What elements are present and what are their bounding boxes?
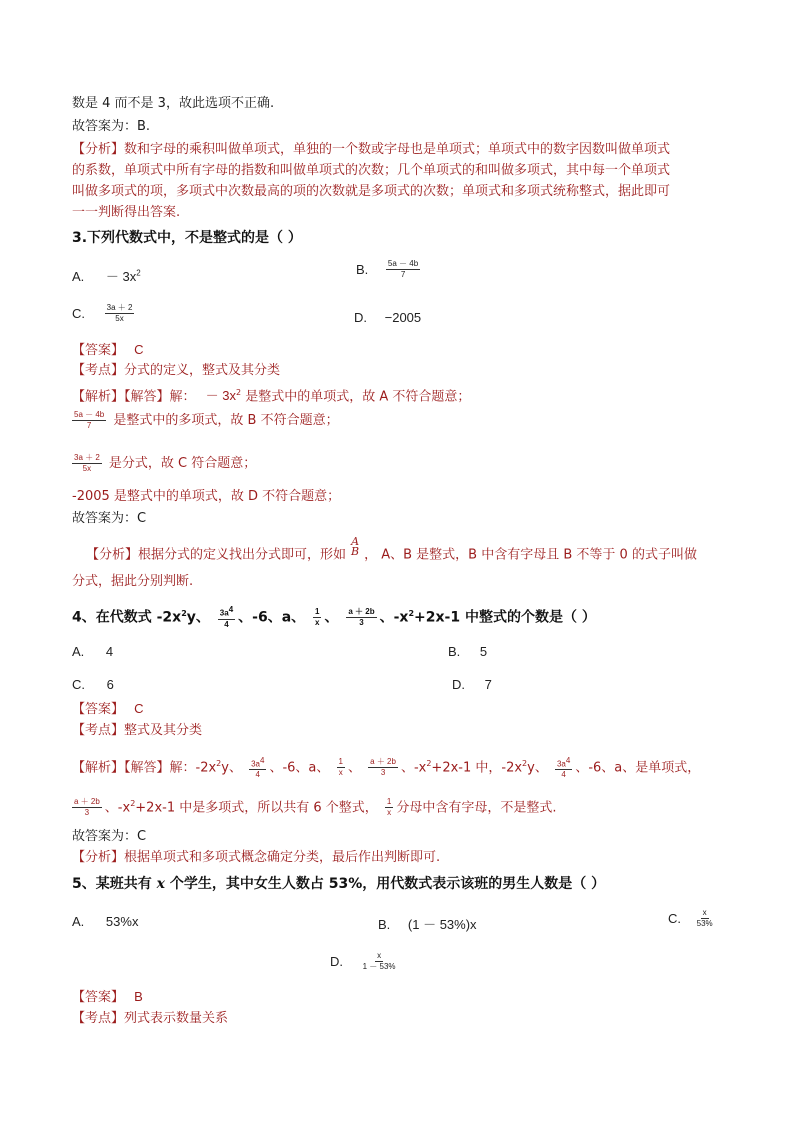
q5-option-b-value: (1 － 53%)x xyxy=(407,917,477,932)
question-4-title: 4、在代数式 $-2x^2y$、 $\frac{3a^4}{4}$ 、-6、a、 $\frac{1}{x}$ 、 $\frac{a + 2b}{3}$ 、$-x^2+2x-1$ 中整式的个数是（ ） xyxy=(72,605,596,629)
q4-jiexi-line-2-fraction-2-denominator: x xyxy=(387,808,392,818)
q3-option-a xyxy=(72,266,141,285)
prev-analysis-line-4: 一一判断得出答案. xyxy=(72,205,181,220)
q4-title-fraction-1-denominator: 4 xyxy=(224,619,229,629)
q3-fenxi-text: ， A、B 是整式，B 中含有字母且 B 不等于 0 的式子叫做 xyxy=(364,547,697,563)
q3-fenxi-numerator: A xyxy=(351,535,360,548)
q4-answer-value: C xyxy=(134,701,144,716)
q4-jiexi-fraction-3-numerator: a ＋ 2b xyxy=(370,757,396,767)
q3-option-b-numerator: 5a － 4b xyxy=(387,259,419,268)
q4-option-a-value: 4 xyxy=(105,644,114,659)
q4-option-d-label: D. xyxy=(452,677,465,692)
q3-fenxi-prefix: 【分析】根据分式的定义找出分式即可，形如 xyxy=(86,547,347,563)
q4-jiexi-part-6: 、-6、a、是单项式， xyxy=(575,760,701,776)
q3-option-c-fraction xyxy=(105,303,135,324)
q4-option-b xyxy=(448,644,487,659)
q4-title-fraction-2-denominator: x xyxy=(315,618,320,628)
q3-jiexi-c-fraction xyxy=(72,453,102,474)
q3-jiexi-c-text: 是分式，故 C 符合题意； xyxy=(104,456,257,471)
q5-option-c-numerator: x xyxy=(702,908,707,917)
q4-jiexi-part-2: 、-6、a、 xyxy=(269,760,330,776)
q3-final: 故答案为：C xyxy=(72,511,147,526)
q4-jiexi-line-2-fraction-1-numerator: a ＋ 2b xyxy=(74,797,100,807)
q3-option-b xyxy=(356,259,423,280)
q4-title-fraction-3-numerator: a ＋ 2b xyxy=(348,607,375,617)
q3-jiexi-b-fraction xyxy=(72,410,106,431)
q3-jiexi-b xyxy=(72,410,339,431)
q4-jiexi-fraction-2 xyxy=(337,757,345,778)
prev-analysis-line-3: 叫做多项式的项，多项式中次数最高的项的次数就是多项式的次数；单项式和多项式统称整式，据此即可 xyxy=(72,184,671,199)
q3-option-c-numerator: 3a ＋ 2 xyxy=(106,303,133,312)
q3-option-d xyxy=(354,310,421,325)
q4-jiexi-fraction-4-exp: 4 xyxy=(565,755,571,765)
q4-title-fraction-1-numerator: 3a xyxy=(219,608,229,618)
q3-fenxi xyxy=(86,535,697,565)
q4-jiexi-line-2-fraction-1 xyxy=(72,797,102,818)
q4-answer xyxy=(72,700,144,719)
q5-option-b xyxy=(378,914,477,933)
q4-jiexi-line-2-part-c: 分母中含有字母，不是整式. xyxy=(396,800,557,816)
q4-answer-tag: 【答案】 xyxy=(72,702,125,717)
q4-title-post-exp: 2 xyxy=(408,609,415,618)
q4-jiexi-exp-3: 2 xyxy=(522,759,528,768)
q5-option-a-value: 53%x xyxy=(105,914,139,929)
q3-jiexi-prefix: 【解析】【解答】解： xyxy=(72,389,196,405)
q3-jiexi-b-denominator: 7 xyxy=(86,421,92,430)
q4-jiexi-fraction-1 xyxy=(249,756,266,781)
q4-jiexi-fraction-1-exp: 4 xyxy=(260,755,265,765)
q3-option-c-label: C. xyxy=(72,306,85,321)
q3-option-b-label: B. xyxy=(356,262,369,277)
q3-jiexi-a-value: － 3x xyxy=(205,388,236,404)
q5-option-c-label: C. xyxy=(668,911,681,926)
q4-jiexi-line-2-fraction-2 xyxy=(385,797,393,818)
q3-jiexi-c xyxy=(72,453,256,474)
q4-jiexi-part-5: y、 xyxy=(527,760,548,776)
q3-fenxi-line-2: 分式，据此分别判断. xyxy=(72,574,194,589)
question-5-title xyxy=(72,875,605,893)
q3-option-d-label: D. xyxy=(354,310,367,325)
prev-analysis-line-2: 的系数，单项式中所有字母的指数和叫做单项式的次数；几个单项式的和叫做多项式，其中每一个单项式 xyxy=(72,163,671,178)
q3-jiexi-d: -2005 是整式中的单项式，故 D 不符合题意； xyxy=(72,489,341,504)
q4-jiexi-fraction-1-denominator: 4 xyxy=(255,770,260,780)
q4-jiexi-fraction-4 xyxy=(555,756,572,781)
q3-kaodian: 【考点】分式的定义，整式及其分类 xyxy=(72,363,281,378)
q4-title-fraction-1-exp: 4 xyxy=(228,605,234,615)
q4-jiexi-fraction-3-denominator: 3 xyxy=(380,768,386,778)
q4-jiexi-exp-2: 2 xyxy=(426,759,432,768)
q4-title-fraction-2-numerator: 1 xyxy=(315,607,320,617)
q3-option-c xyxy=(72,303,137,324)
q3-answer xyxy=(72,341,144,360)
q4-kaodian: 【考点】整式及其分类 xyxy=(72,723,203,738)
q3-option-a-exp: 2 xyxy=(136,268,141,278)
q4-jiexi: 【解析】【解答】解：$-2x^2y$、 $\frac{3a^4}{4}$ 、-6、a、 $\frac{1}{x}$ 、 $\frac{a + 2b}{3}$ 、$-x^2+2x-1$ 中，$-2x^2y$、 $\frac{3a^4}{4}$ 、-6、a、是单项式， xyxy=(72,755,701,780)
q5-option-d-label: D. xyxy=(330,954,343,969)
q4-title-prefix: 4、在代数式 -2x xyxy=(72,609,182,626)
q4-title-part-1: y、 xyxy=(186,609,210,626)
q4-jiexi-line-2-exp: 2 xyxy=(130,799,136,808)
q3-option-b-fraction xyxy=(386,259,420,280)
q5-option-d xyxy=(330,951,401,972)
q4-jiexi-line-2-part-a: 、-x xyxy=(104,800,131,816)
q3-jiexi-a-exp: 2 xyxy=(236,388,242,397)
q5-title-prefix: 5、某班共有 xyxy=(72,876,157,892)
q5-option-a-label: A. xyxy=(72,914,85,929)
q5-option-c xyxy=(668,908,718,929)
q3-fenxi-denominator: B xyxy=(351,545,360,558)
q4-title-exp-1: 2 xyxy=(181,609,187,618)
q5-kaodian: 【考点】列式表示数量关系 xyxy=(72,1011,229,1026)
q4-jiexi-line-2-fraction-2-numerator: 1 xyxy=(386,797,392,807)
q4-title-post-2: +2x-1 中整式的个数是（ ） xyxy=(414,609,596,626)
q3-jiexi-b-text: 是整式中的多项式，故 B 不符合题意； xyxy=(109,413,339,428)
q3-option-d-value: −2005 xyxy=(384,310,422,325)
q4-jiexi-line-2 xyxy=(72,795,557,818)
q3-jiexi-a-text: 是整式中的单项式，故 A 不符合题意； xyxy=(241,389,471,405)
prev-line: 数是 4 而不是 3，故此选项不正确. xyxy=(72,96,275,111)
q5-answer-tag: 【答案】 xyxy=(72,990,125,1005)
q3-jiexi-b-numerator: 5a － 4b xyxy=(74,410,105,419)
q5-option-a xyxy=(72,914,138,929)
q4-jiexi-line-2-part-b: +2x-1 中是多项式，所以共有 6 个整式， xyxy=(135,800,378,816)
q3-option-a-label: A. xyxy=(72,269,85,284)
prev-answer: 故答案为：B. xyxy=(72,119,151,134)
q4-jiexi-fraction-4-denominator: 4 xyxy=(561,770,566,780)
q5-option-c-denominator: 53% xyxy=(696,919,713,928)
q5-option-d-denominator: 1 － 53% xyxy=(362,962,396,971)
q5-answer xyxy=(72,988,143,1007)
q4-option-d-value: 7 xyxy=(484,677,492,692)
q5-answer-value: B xyxy=(134,989,143,1004)
q4-fenxi: 【分析】根据单项式和多项式概念确定分类，最后作出判断即可. xyxy=(72,850,441,865)
q4-title-fraction-3-denominator: 3 xyxy=(359,618,364,628)
q3-fenxi-fraction xyxy=(349,537,361,557)
q4-jiexi-line-2-fraction-1-denominator: 3 xyxy=(84,808,90,818)
q4-option-a xyxy=(72,644,113,659)
q4-jiexi-fraction-3 xyxy=(368,757,398,778)
q5-option-d-fraction xyxy=(361,951,398,972)
q4-option-c-label: C. xyxy=(72,677,85,692)
question-3-title: 3.下列代数式中，不是整式的是（ ） xyxy=(72,230,302,246)
q3-jiexi xyxy=(72,384,470,406)
q3-option-a-value: － 3x xyxy=(105,269,137,284)
q4-jiexi-fraction-4-numerator: 3a xyxy=(556,759,566,769)
q4-title-fraction-1 xyxy=(218,605,235,630)
q4-jiexi-part-4: +2x-1 中，-2x xyxy=(431,760,523,776)
q4-option-b-label: B. xyxy=(448,644,461,659)
q4-title-post-1: 、-x xyxy=(379,609,409,626)
q4-jiexi-part-1: y、 xyxy=(221,760,242,776)
q3-option-b-denominator: 7 xyxy=(400,270,406,279)
q4-final: 故答案为：C xyxy=(72,829,147,844)
q4-option-d xyxy=(452,677,492,692)
q4-option-b-value: 5 xyxy=(479,644,488,659)
q3-option-c-denominator: 5x xyxy=(115,314,124,323)
q4-option-a-label: A. xyxy=(72,644,85,659)
q3-jiexi-c-numerator: 3a ＋ 2 xyxy=(74,453,100,462)
q3-answer-tag: 【答案】 xyxy=(72,343,125,358)
q5-option-c-fraction xyxy=(695,908,715,929)
q4-jiexi-prefix: 【解析】【解答】解：-2x xyxy=(72,760,217,776)
q4-option-c-value: 6 xyxy=(106,677,114,692)
q4-title-fraction-3 xyxy=(346,607,376,628)
q5-option-b-label: B. xyxy=(378,917,391,932)
prev-analysis-line-1: 【分析】数和字母的乘积叫做单项式，单独的一个数或字母也是单项式；单项式中的数字因数叫做单项式 xyxy=(72,142,671,157)
q5-title-variable: x xyxy=(156,876,165,892)
q4-jiexi-fraction-2-numerator: 1 xyxy=(338,757,343,767)
q4-jiexi-exp-1: 2 xyxy=(216,759,222,768)
q4-title-fraction-2 xyxy=(313,607,321,628)
q5-title-suffix: 个学生，其中女生人数占 53%，用代数式表示该班的男生人数是（ ） xyxy=(164,876,606,892)
q4-jiexi-fraction-1-numerator: 3a xyxy=(251,759,260,769)
q4-jiexi-part-3: 、-x xyxy=(400,760,427,776)
q4-title-middle: 、-6、a、 xyxy=(238,609,306,626)
q3-answer-value: C xyxy=(134,342,144,357)
q4-jiexi-fraction-2-denominator: x xyxy=(338,768,343,778)
q4-option-c xyxy=(72,677,114,692)
q3-jiexi-c-denominator: 5x xyxy=(82,464,92,473)
q5-option-d-numerator: x xyxy=(377,951,382,960)
